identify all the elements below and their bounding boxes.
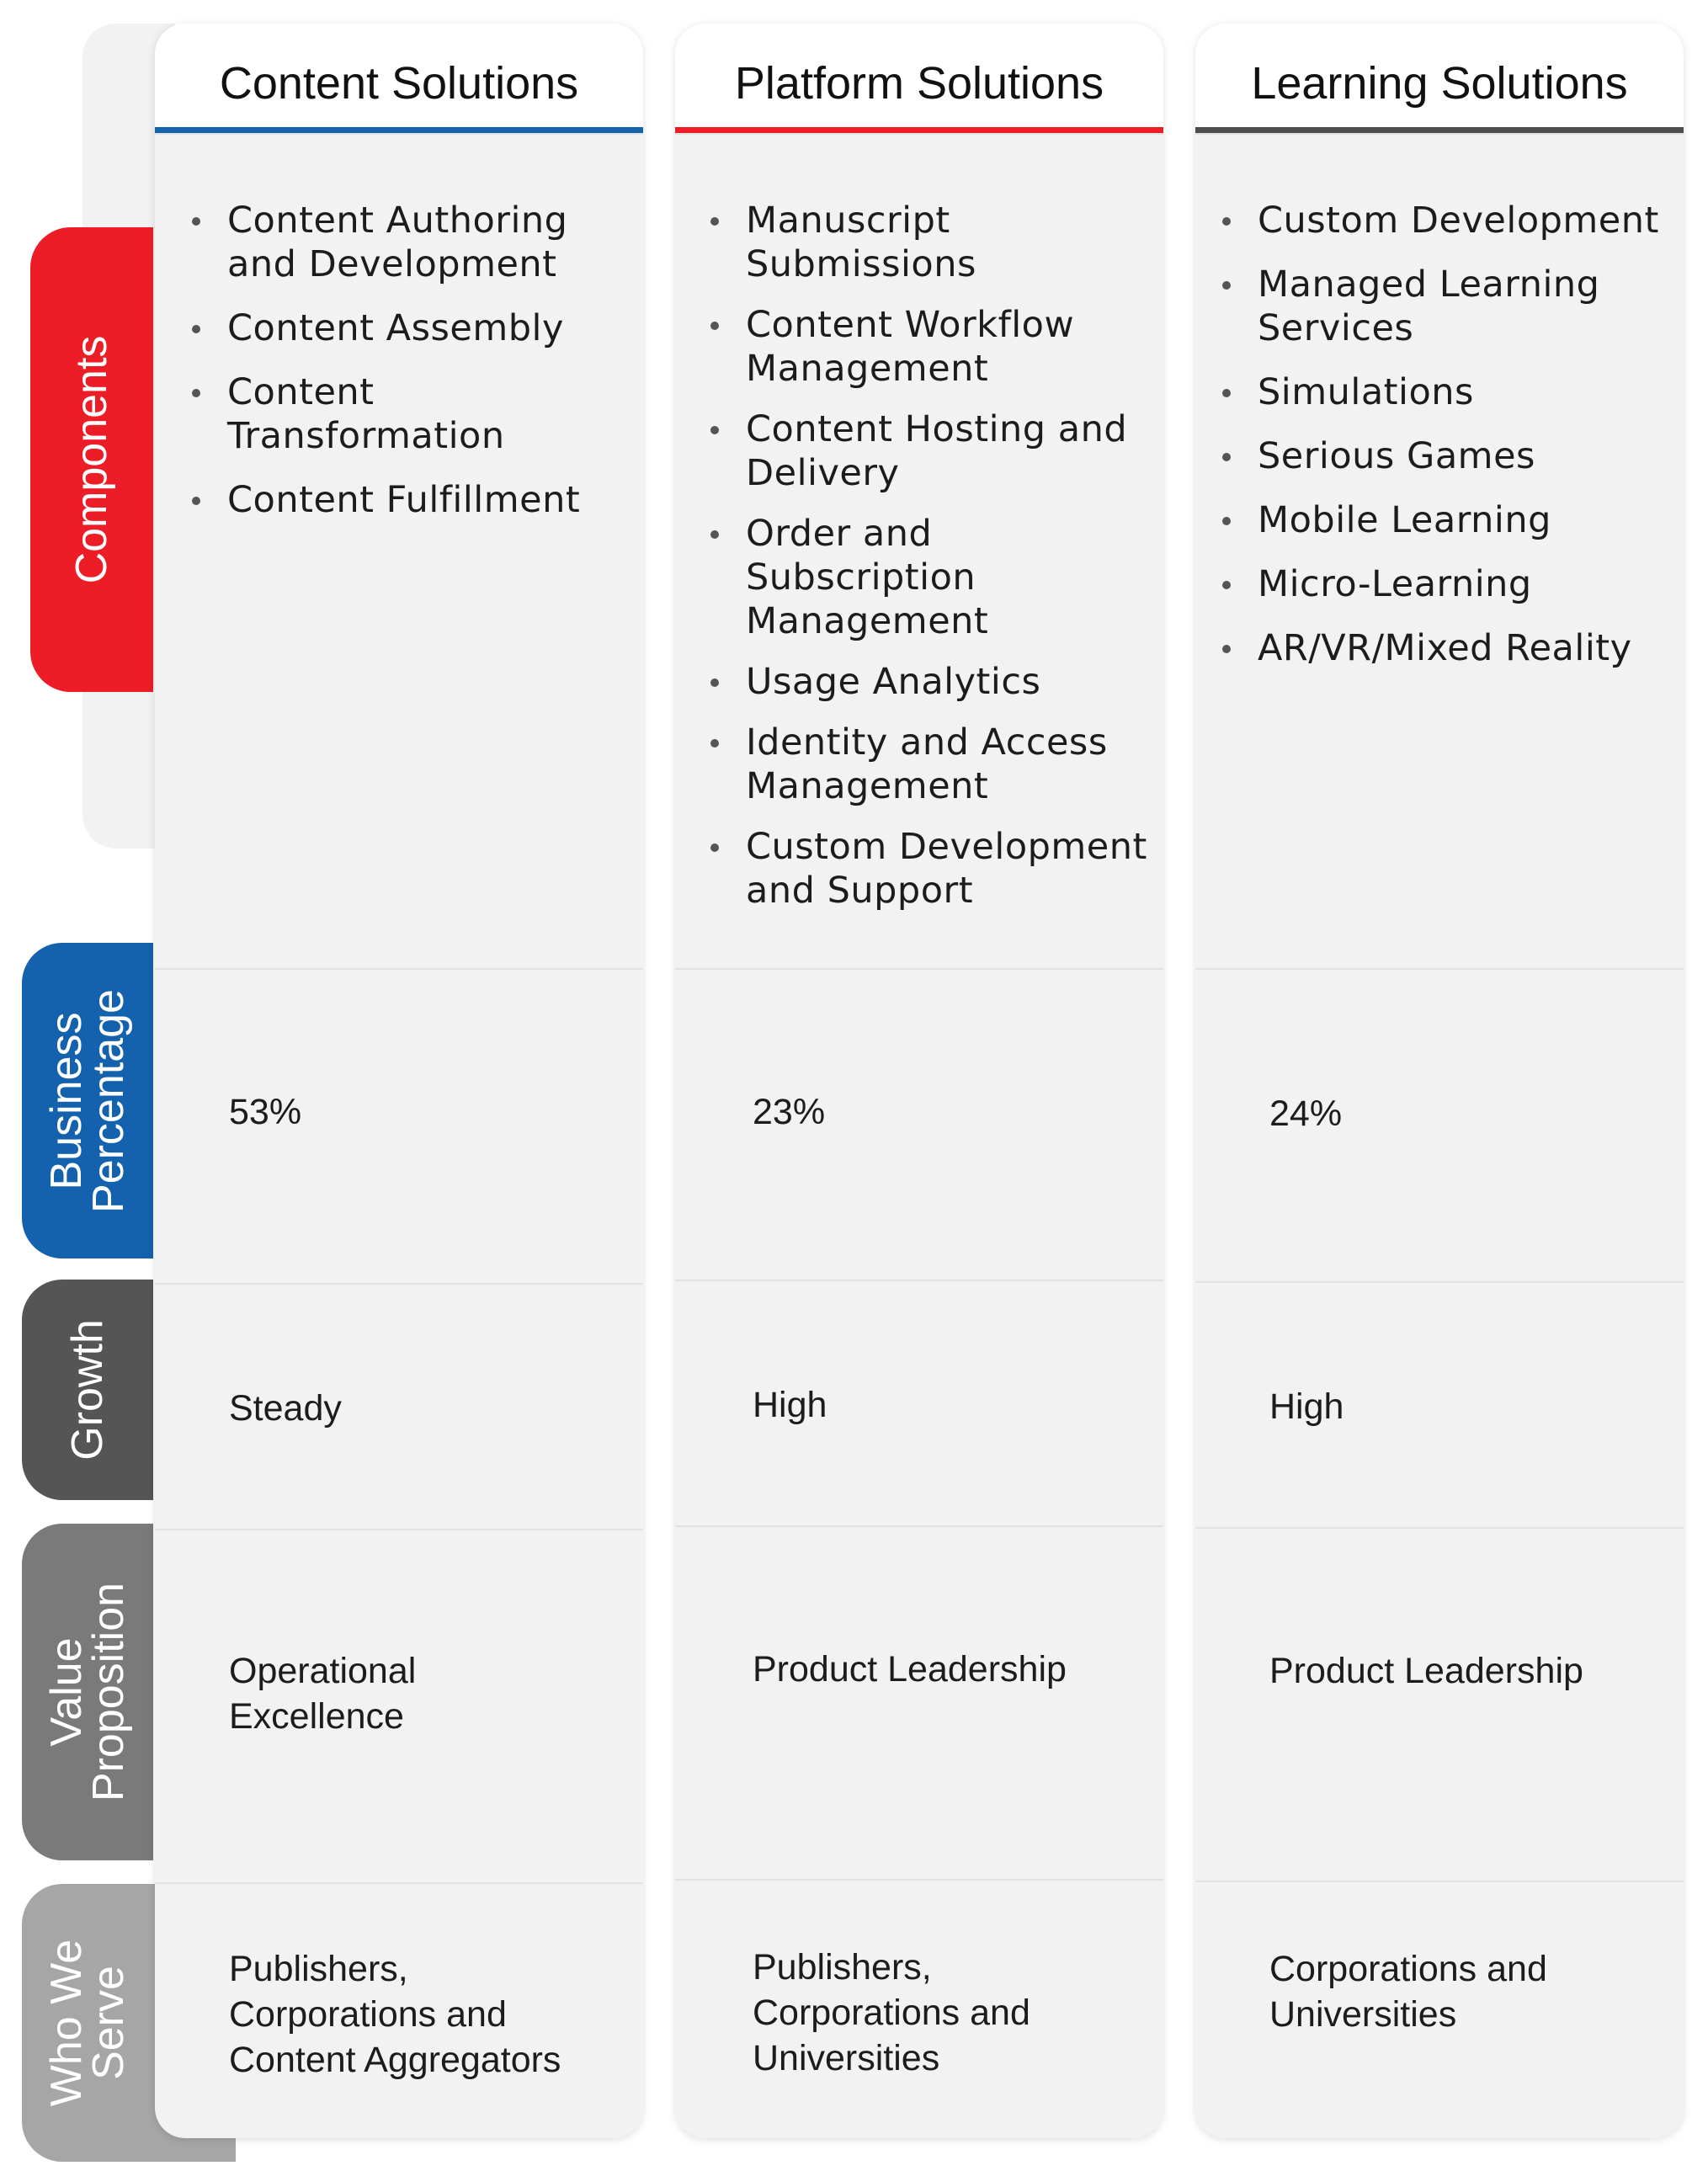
- list-item: AR/VR/Mixed Reality: [1216, 626, 1670, 670]
- growth-cell: [675, 1280, 1163, 1525]
- row-label-text: Business: [42, 1012, 91, 1189]
- column-content-solutions: [155, 24, 643, 2138]
- growth-value: Steady: [229, 1388, 342, 1429]
- list-item: Content Workflow Management: [704, 303, 1150, 391]
- value-proposition-value: Product Leadership: [753, 1649, 1067, 1689]
- list-item: Custom Development: [1216, 199, 1670, 242]
- who-we-serve-value: Publishers, Corporations and Universities: [753, 1947, 1030, 2078]
- components-cell: [675, 133, 1163, 968]
- column-accent-bar: [675, 127, 1163, 133]
- growth-cell: [155, 1283, 643, 1529]
- row-label-business-percentage: [22, 943, 153, 1258]
- value-proposition-cell: [675, 1525, 1163, 1879]
- components-list: [185, 199, 630, 542]
- components-list: [1216, 199, 1670, 690]
- column-accent-bar: [155, 127, 643, 133]
- column-title: Platform Solutions: [734, 58, 1104, 109]
- list-item: Micro-Learning: [1216, 562, 1670, 606]
- column-platform-solutions: [675, 24, 1163, 2138]
- list-item: Custom Development and Support: [704, 825, 1150, 913]
- business-percentage-cell: [675, 968, 1163, 1280]
- who-we-serve-cell: [675, 1879, 1163, 2138]
- column-accent-bar: [1195, 127, 1684, 133]
- column-learning-solutions: [1195, 24, 1684, 2138]
- growth-value: High: [753, 1385, 827, 1425]
- list-item: Mobile Learning: [1216, 498, 1670, 542]
- business-percentage-cell: [1195, 968, 1684, 1281]
- row-label-text: Percentage: [84, 988, 133, 1213]
- list-item: Manuscript Submissions: [704, 199, 1150, 286]
- row-label-value-proposition: [22, 1524, 153, 1860]
- list-item: Serious Games: [1216, 434, 1670, 478]
- components-cell: [155, 133, 643, 968]
- business-percentage-value: 53%: [229, 1092, 302, 1132]
- who-we-serve-cell: [155, 1882, 643, 2138]
- row-label-text: Serve: [84, 1966, 133, 2080]
- column-title: Content Solutions: [219, 58, 579, 109]
- column-title: Learning Solutions: [1251, 58, 1628, 109]
- business-percentage-cell: [155, 968, 643, 1283]
- components-cell: [1195, 133, 1684, 968]
- list-item: Simulations: [1216, 370, 1670, 414]
- list-item: Content Assembly: [185, 306, 630, 350]
- column-header: [1195, 24, 1684, 133]
- components-list: [704, 199, 1150, 929]
- growth-cell: [1195, 1281, 1684, 1527]
- who-we-serve-value: Publishers, Corporations and Content Aggregators: [229, 1949, 561, 2080]
- who-we-serve-value: Corporations and Universities: [1269, 1949, 1547, 2035]
- list-item: Content Fulfillment: [185, 478, 630, 522]
- list-item: Content Authoring and Development: [185, 199, 630, 286]
- row-label-text: Proposition: [84, 1582, 133, 1802]
- column-header: [675, 24, 1163, 133]
- list-item: Content Hosting and Delivery: [704, 407, 1150, 495]
- growth-value: High: [1269, 1386, 1344, 1427]
- row-label-text: Components: [67, 335, 116, 584]
- value-proposition-value: Operational Excellence: [229, 1651, 417, 1737]
- list-item: Managed Learning Services: [1216, 263, 1670, 350]
- list-item: Identity and Access Management: [704, 721, 1150, 808]
- value-proposition-value: Product Leadership: [1269, 1651, 1583, 1691]
- row-label-text: Growth: [63, 1319, 112, 1461]
- list-item: Usage Analytics: [704, 660, 1150, 704]
- who-we-serve-cell: [1195, 1881, 1684, 2138]
- value-proposition-cell: [1195, 1527, 1684, 1881]
- business-percentage-value: 23%: [753, 1092, 826, 1132]
- row-label-components: [30, 227, 153, 692]
- list-item: Content Transformation: [185, 370, 630, 458]
- value-proposition-cell: [155, 1529, 643, 1882]
- business-percentage-value: 24%: [1269, 1093, 1343, 1134]
- column-header: [155, 24, 643, 133]
- row-label-growth: [22, 1280, 153, 1500]
- row-label-text: Who We: [42, 1939, 91, 2107]
- list-item: Order and Subscription Management: [704, 512, 1150, 643]
- row-label-text: Value: [42, 1637, 91, 1747]
